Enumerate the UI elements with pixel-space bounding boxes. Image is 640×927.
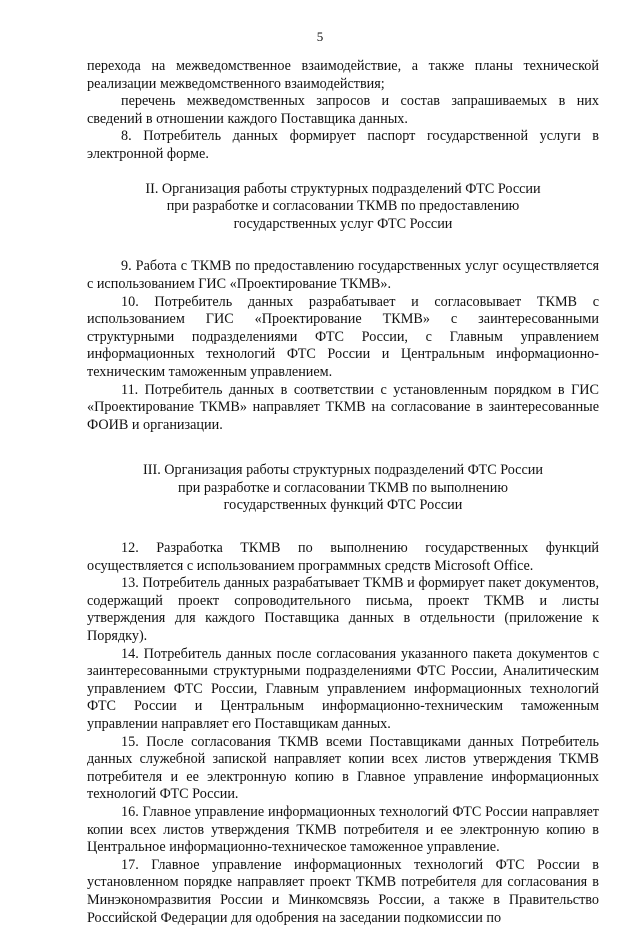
paragraph-12: 12. Разработка ТКМВ по выполнению государственных функций осуществляется с использованием программных средств Microsoft Office. <box>87 540 599 574</box>
paragraph-9: 9. Работа с ТКМВ по предоставлению государственных услуг осуществляется с использованием ГИС «Проектирование ТКМВ». <box>87 258 599 292</box>
page-number: 5 <box>316 29 324 44</box>
paragraph-intro-2: перечень межведомственных запросов и состав запрашиваемых в них сведений в отношении каждого Поставщика данных. <box>87 93 599 127</box>
section-2-heading-line: государственных услуг ФТС России <box>233 215 453 232</box>
paragraph-15: 15. После согласования ТКМВ всеми Поставщиками данных Потребитель данных служебной запиской направляет копии всех листов утверждения ТКМВ потребителя и ее электронную копию в Главное управление информационных технологий ФТС России. <box>87 733 599 803</box>
paragraph-13: 13. Потребитель данных разрабатывает ТКМВ и формирует пакет документов, содержащий проект сопроводительного письма, проект ТКМВ и листы утверждения для каждого Поставщика данных в отдельности (приложение к Порядку). <box>87 575 599 645</box>
paragraph-10: 10. Потребитель данных разрабатывает и согласовывает ТКМВ с использованием ГИС «Проектирование ТКМВ» с заинтересованными структурными подразделениями ФТС России, с Главным управлением информационных технологий ФТС России и Центральным информационно-техническим таможенным управлением. <box>87 293 599 380</box>
section-2-heading <box>87 181 599 234</box>
section-2-heading-line: при разработке и согласовании ТКМВ по предоставлению <box>166 198 520 215</box>
section-3-heading-line: государственных функций ФТС России <box>223 497 463 514</box>
section-3-heading <box>87 462 599 515</box>
section-2-heading-line: II. Организация работы структурных подразделений ФТС России <box>145 180 541 197</box>
paragraph-intro-1: перехода на межведомственное взаимодействие, а также планы технической реализации межведомственного взаимодействия; <box>87 58 599 92</box>
paragraph-17: 17. Главное управление информационных технологий ФТС России в установленном порядке направляет проект ТКМВ потребителя для согласования в Минэкономразвития России и Минкомсвязь России, а также в Правительство Российской Федерации для одобрения на заседании подкомиссии по <box>87 856 599 926</box>
section-3-heading-line: III. Организация работы структурных подразделений ФТС России <box>143 462 543 479</box>
paragraph-8: 8. Потребитель данных формирует паспорт государственной услуги в электронной форме. <box>87 128 599 162</box>
paragraph-11: 11. Потребитель данных в соответствии с установленным порядком в ГИС «Проектирование ТКМВ» направляет ТКМВ на согласование в заинтересованные ФОИВ и организации. <box>87 381 599 433</box>
section-3-heading-line: при разработке и согласовании ТКМВ по выполнению <box>178 479 508 496</box>
paragraph-16: 16. Главное управление информационных технологий ФТС России направляет копии всех листов утверждения ТКМВ потребителя и ее электронную копию в Центральное информационно-техническое таможенное управление. <box>87 803 599 856</box>
paragraph-14: 14. Потребитель данных после согласования указанного пакета документов с заинтересованными структурными подразделениями ФТС России, Аналитическим управлением ФТС России, Главным управлением информационных технологий ФТС России и Центральным информационно-техническим таможенным управлении направляет его Поставщикам данных. <box>87 645 599 732</box>
document-body <box>87 58 599 927</box>
